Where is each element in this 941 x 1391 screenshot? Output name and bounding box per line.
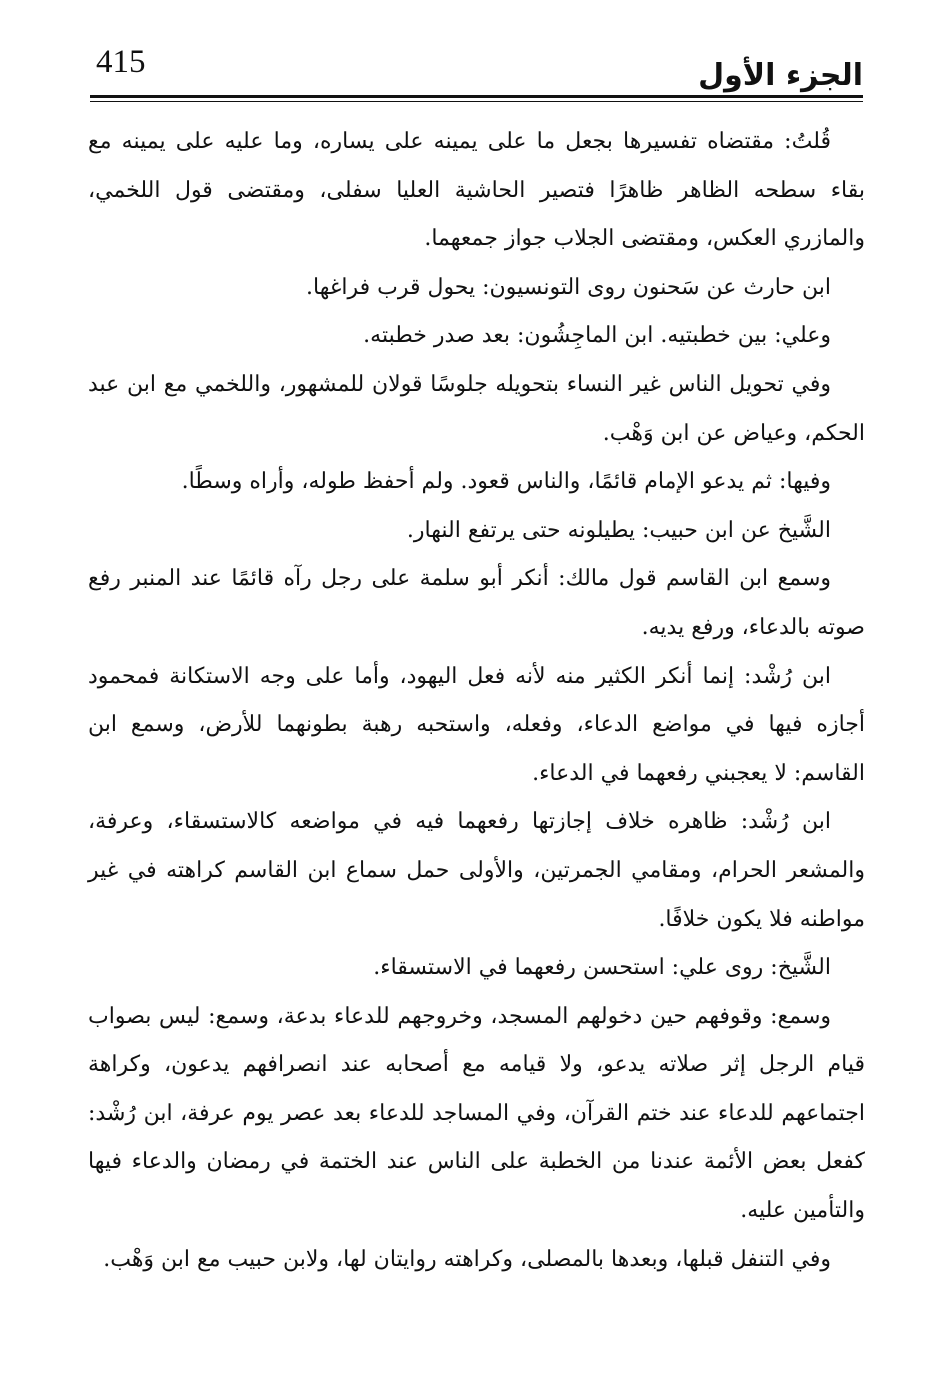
running-head: الجزء الأول bbox=[698, 58, 863, 93]
header-rule-thin bbox=[90, 101, 863, 102]
header-rule-thick bbox=[90, 95, 863, 98]
paragraph: وعلي: بين خطبتيه. ابن الماجِشُون: بعد صدر خطبته. bbox=[363, 323, 831, 349]
paragraph: الشَّيخ: روى علي: استحسن رفعهما في الاستسقاء. bbox=[373, 955, 831, 981]
paragraph: الشَّيخ عن ابن حبيب: يطيلونه حتى يرتفع النهار. bbox=[406, 517, 831, 543]
paragraph: وفيها: ثم يدعو الإمام قائمًا، والناس قعود. ولم أحفظ طوله، وأراه وسطًا. bbox=[181, 469, 831, 495]
paragraph: وفي التنفل قبلها، وبعدها بالمصلى، وكراهته روايتان لها، ولابن حبيب مع ابن وَهْب. bbox=[103, 1246, 831, 1272]
body-text bbox=[88, 118, 865, 1284]
paragraph: ابن رُشْد: إنما أنكر الكثير منه لأنه فعل اليهود، وأما على وجه الاستكانة فمحمود أجازه فيها في مواضع الدعاء، وفعله، واستحبه رهبة بطونهما للأرض، وسمع ابن القاسم: لا يعجبني رفعهما في الدعاء. bbox=[88, 663, 865, 786]
paragraph: ابن حارث عن سَحنون روى التونسيون: يحول قرب فراغها. bbox=[306, 274, 831, 300]
page-number: 415 bbox=[96, 44, 146, 80]
paragraph: وسمع: وقوفهم حين دخولهم المسجد، وخروجهم للدعاء بدعة، وسمع: ليس بصواب قيام الرجل إثر صلاته يدعو، ولا قيامه مع أصحابه عند انصرافهم يدعون، وكراهة اجتماعهم للدعاء عند ختم القرآن، وفي المساجد للدعاء بعد عصر يوم عرفة، ابن رُشْد: كفعل بعض الأئمة عندنا من الخطبة على الناس عند الختمة في رمضان والدعاء فيها والتأمين عليه. bbox=[88, 1003, 865, 1224]
paragraph: ابن رُشْد: ظاهره خلاف إجازتها رفعهما فيه في مواضعه كالاستسقاء، وعرفة، والمشعر الحرام، ومقامي الجمرتين، والأولى حمل سماع ابن القاسم كراهته في غير مواطنه فلا يكون خلافًا. bbox=[88, 809, 865, 932]
page-header bbox=[90, 44, 863, 96]
paragraph: وسمع ابن القاسم قول مالك: أنكر أبو سلمة على رجل رآه قائمًا عند المنبر رفع صوته بالدعاء، ورفع يديه. bbox=[88, 566, 865, 640]
paragraph: وفي تحويل الناس غير النساء بتحويله جلوسًا قولان للمشهور، واللخمي مع ابن عبد الحكم، وعياض عن ابن وَهْب. bbox=[88, 371, 865, 446]
paragraph: قُلتُ: مقتضاه تفسيرها بجعل ما على يمينه على يساره، وما عليه على يمينه مع بقاء سطحه الظاهر ظاهرًا فتصير الحاشية العليا سفلى، ومقتضى قول اللخمي، والمازري العكس، ومقتضى الجلاب جواز جمعهما. bbox=[88, 129, 865, 252]
